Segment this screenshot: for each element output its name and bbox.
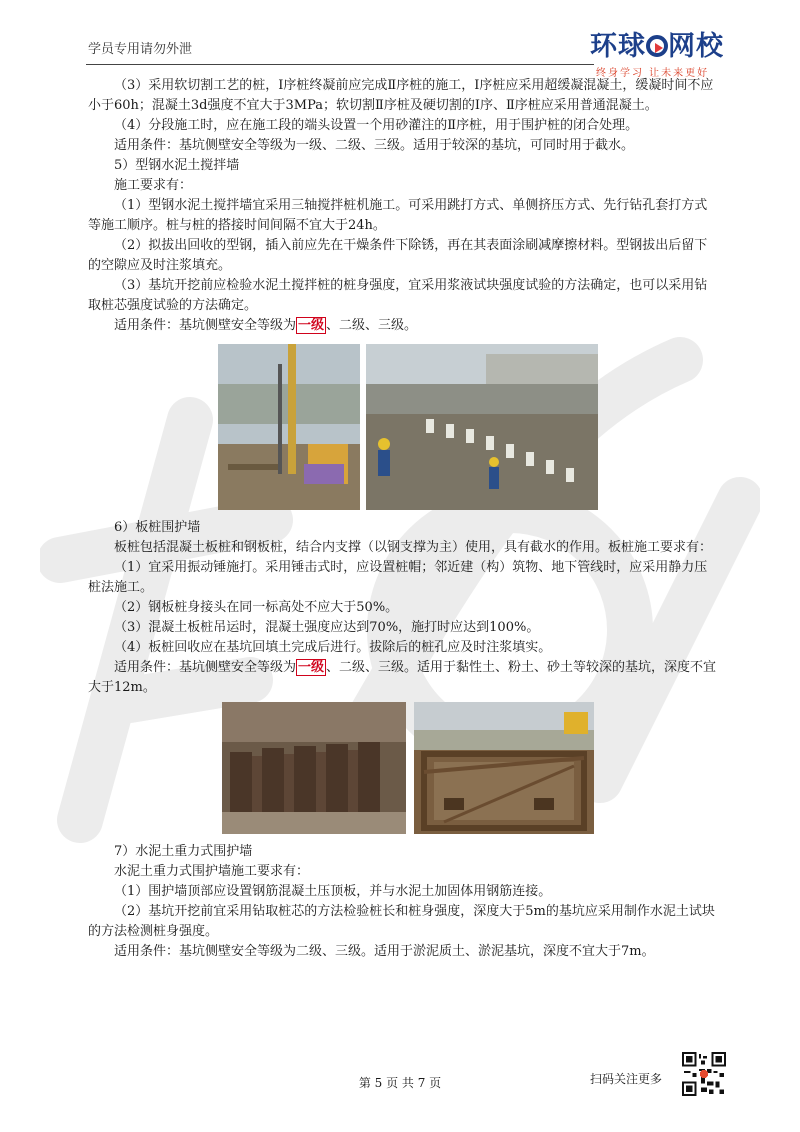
paragraph: 板桩包括混凝土板桩和钢板桩，结合内支撑（以钢支撑为主）使用，具有截水的作用。板桩施工要求有： <box>114 540 713 555</box>
section-title: 5）型钢水泥土搅拌墙 <box>114 158 240 173</box>
photo-row <box>88 702 718 842</box>
paragraph: （3）混凝土板桩吊运时，混凝土强度应达到70%，施打时应达到100%。 <box>114 620 540 635</box>
paragraph: （2）拟拔出回收的型钢，插入前应先在干燥条件下除锈，再在其表面涂刷减摩擦材料。型钢拔出后留下的空隙应及时注浆填充。 <box>88 238 708 273</box>
condition-text: 、二级、三级。 <box>326 318 418 333</box>
paragraph: （4）板桩回收应在基坑回填土完成后进行。拔除后的桩孔应及时注浆填实。 <box>114 640 552 655</box>
condition-text: 、二级、三级。适用于黏性土、粉土、砂土等较深的基坑，深度不宜大于12m。 <box>88 660 717 695</box>
logo-title <box>590 32 740 62</box>
logo-text-post: 网校 <box>668 31 724 62</box>
play-circle-icon <box>646 35 668 57</box>
photo-row <box>88 344 718 518</box>
header-divider <box>86 64 594 65</box>
paragraph: （2）基坑开挖前宜采用钻取桩芯的方法检验桩长和桩身强度，深度大于5m的基坑应采用制作水泥土试块的方法检测桩身强度。 <box>88 904 715 939</box>
paragraph: （1）宜采用振动锤施打。采用锤击式时，应设置桩帽；邻近建（构）筑物、地下管线时，应采用静力压桩法施工。 <box>88 560 708 595</box>
condition-text: 适用条件：基坑侧壁安全等级为 <box>114 318 297 333</box>
photo-steel-inserts <box>366 344 598 510</box>
photo-sheet-pile-closeup <box>222 702 406 834</box>
paragraph: 施工要求有： <box>114 178 193 193</box>
section-title: 6）板桩围护墙 <box>114 520 201 535</box>
scan-prompt: 扫码关注更多 <box>590 1072 663 1086</box>
paragraph: （1）围护墙顶部应设置钢筋混凝土压顶板，并与水泥土加固体用钢筋连接。 <box>114 884 552 899</box>
qr-code-icon <box>682 1052 726 1096</box>
paragraph: 适用条件：基坑侧壁安全等级为一级、二级、三级。适用于较深的基坑，可同时用于截水。 <box>114 138 635 153</box>
section-title: 7）水泥土重力式围护墙 <box>114 844 253 859</box>
paragraph: （3）基坑开挖前应检验水泥土搅拌桩的桩身强度，宜采用浆液试块强度试验的方法确定，也可以采用钻取桩芯强度试验的方法确定。 <box>88 278 708 313</box>
paragraph: 水泥土重力式围护墙施工要求有： <box>114 864 310 879</box>
condition-line <box>88 658 718 698</box>
paragraph: 适用条件：基坑侧壁安全等级为二级、三级。适用于淤泥质土、淤泥基坑，深度不宜大于7m。 <box>114 944 655 959</box>
paragraph: （2）钢板桩身接头在同一标高处不应大于50%。 <box>114 600 399 615</box>
brand-logo <box>590 32 740 79</box>
logo-text-pre: 环球 <box>590 31 646 62</box>
logo-slogan: 终身学习 让未来更好 <box>596 68 710 79</box>
highlight-level: 一级 <box>298 660 325 675</box>
paragraph: （3）采用软切割工艺的桩，I序桩终凝前应完成Ⅱ序桩的施工，I序桩应采用超缓凝混凝土，缓凝时间不应小于60h；混凝土3d强度不宜大于3MPa；软切割Ⅱ序桩及硬切割的I序、Ⅱ序桩应采用普通混凝土。 <box>88 78 714 113</box>
condition-text: 适用条件：基坑侧壁安全等级为 <box>114 660 297 675</box>
confidential-notice: 学员专用请勿外泄 <box>88 42 193 57</box>
paragraph: （4）分段施工时，应在施工段的端头设置一个用砂灌注的Ⅱ序桩，用于围护桩的闭合处理。 <box>114 118 639 133</box>
highlight-level: 一级 <box>298 318 325 333</box>
paragraph: （1）型钢水泥土搅拌墙宜采用三轴搅拌桩机施工。可采用跳打方式、单侧挤压方式、先行钻孔套打方式等施工顺序。桩与桩的搭接时间间隔不宜大于24h。 <box>88 198 708 233</box>
photo-mixing-rig <box>218 344 360 510</box>
condition-line <box>88 316 718 336</box>
photo-sheet-pile-pit <box>414 702 594 834</box>
page-number: 第 5 页 共 7 页 <box>358 1076 442 1090</box>
document-body <box>88 76 718 962</box>
